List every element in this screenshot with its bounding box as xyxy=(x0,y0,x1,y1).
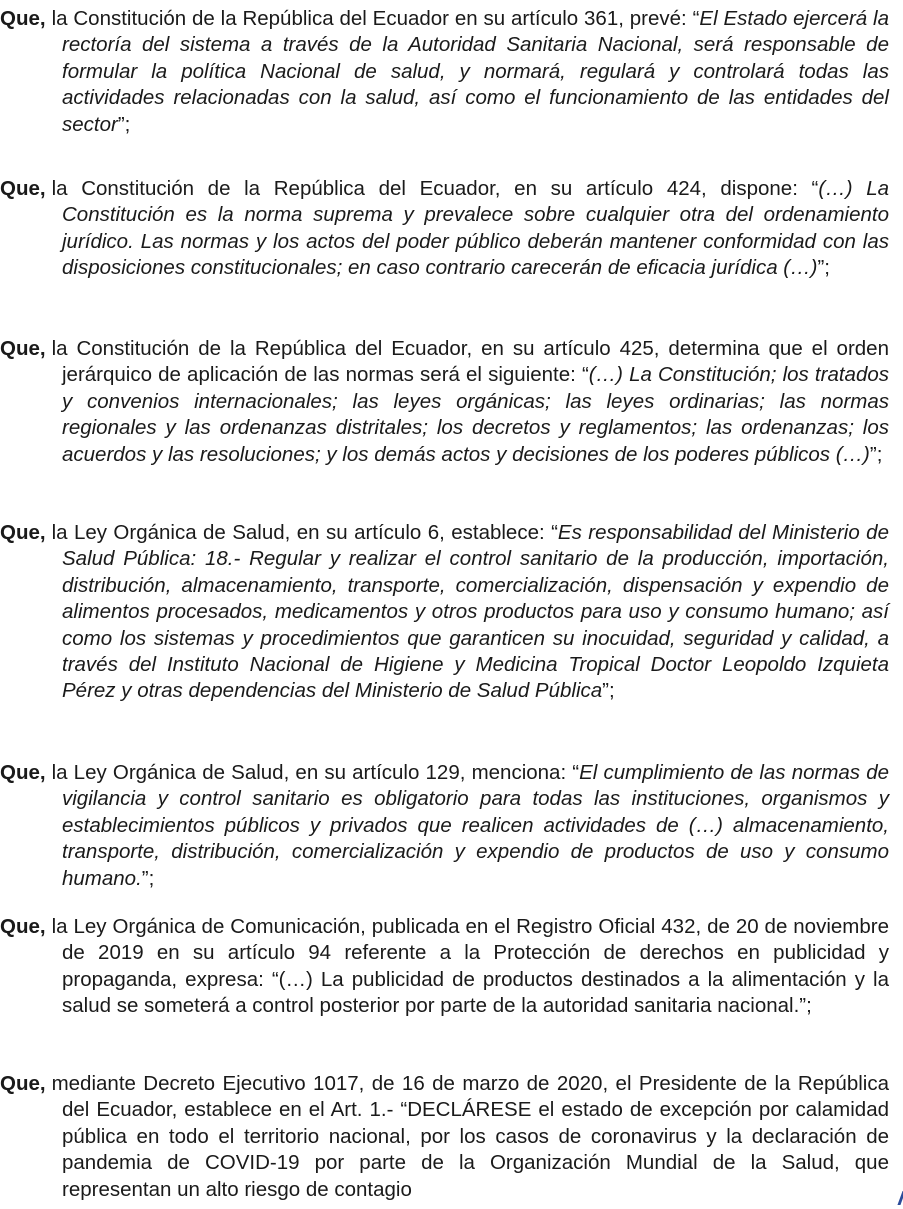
clause-paragraph: Que, la Ley Orgánica de Salud, en su artículo 129, menciona: “El cumplimiento de las normas de vigilancia y control sanitario es obligatorio para todas las instituciones, organismos y establecimientos públicos y privados que realicen actividades de (…) almacenamiento, transporte, distribución, comercialización y expendio de productos de uso y consumo humano.”; xyxy=(0,761,890,890)
clause-label: Que, xyxy=(0,761,46,784)
clause-label: Que, xyxy=(0,177,46,200)
clause-label: Que, xyxy=(0,521,46,544)
clause-label: Que, xyxy=(0,1072,46,1095)
clause-paragraph: Que, mediante Decreto Ejecutivo 1017, de 16 de marzo de 2020, el Presidente de la República del Ecuador, establece en el Art. 1.- “DECLÁRESE el estado de excepción por calamidad pública en todo el territorio nacional, por los casos de coronavirus y la declaración de pandemia de COVID-19 por parte de la Organización Mundial de la Salud, que representan un alto riesgo de contagio xyxy=(0,1072,889,1201)
pen-mark xyxy=(897,1191,903,1205)
clause-paragraph: Que, la Ley Orgánica de Comunicación, publicada en el Registro Oficial 432, de 20 de noviembre de 2019 en su artículo 94 referente a la Protección de derechos en publicidad y propaganda, expresa: “(…) La publicidad de productos destinados a la alimentación y la salud se someterá a control posterior por parte de la autoridad sanitaria nacional.”; xyxy=(0,915,889,1018)
clause-paragraph: Que, la Ley Orgánica de Salud, en su artículo 6, establece: “Es responsabilidad del Ministerio de Salud Pública: 18.- Regular y realizar el control sanitario de la producción, importación, distribución, almacenamiento, transporte, comercialización, dispensación y expendio de alimentos procesados, medicamentos y otros productos para uso y consumo humano; así como los sistemas y procedimientos que garanticen su inocuidad, seguridad y calidad, a través del Instituto Nacional de Higiene y Medicina Tropical Doctor Leopoldo Izquieta Pérez y otras dependencias del Ministerio de Salud Pública”; xyxy=(0,521,889,703)
clause-paragraph: Que, la Constitución de la República del Ecuador, en su artículo 424, dispone: “(…) La Constitución es la norma suprema y prevalece sobre cualquier otra del ordenamiento jurídico. Las normas y los actos del poder público deberán mantener conformidad con las disposiciones constitucionales; en caso contrario carecerán de eficacia jurídica (…)”; xyxy=(0,177,889,280)
clause-paragraph: Que, la Constitución de la República del Ecuador en su artículo 361, prevé: “El Estado ejercerá la rectoría del sistema a través de la Autoridad Sanitaria Nacional, será responsable de formular la política Nacional de salud, y normará, regulará y controlará todas las actividades relacionadas con la salud, así como el funcionamiento de las entidades del sector”; xyxy=(0,7,890,136)
clause-label: Que, xyxy=(0,915,46,938)
clause-label: Que, xyxy=(0,7,46,30)
clause-label: Que, xyxy=(0,337,46,360)
clause-paragraph: Que, la Constitución de la República del Ecuador, en su artículo 425, determina que el orden jerárquico de aplicación de las normas será el siguiente: “(…) La Constitución; los tratados y convenios internacionales; las leyes orgánicas; las leyes ordinarias; las normas regionales y las ordenanzas distritales; los decretos y reglamentos; las ordenanzas; los acuerdos y las resoluciones; y los demás actos y decisiones de los poderes públicos (…)”; xyxy=(0,337,889,466)
